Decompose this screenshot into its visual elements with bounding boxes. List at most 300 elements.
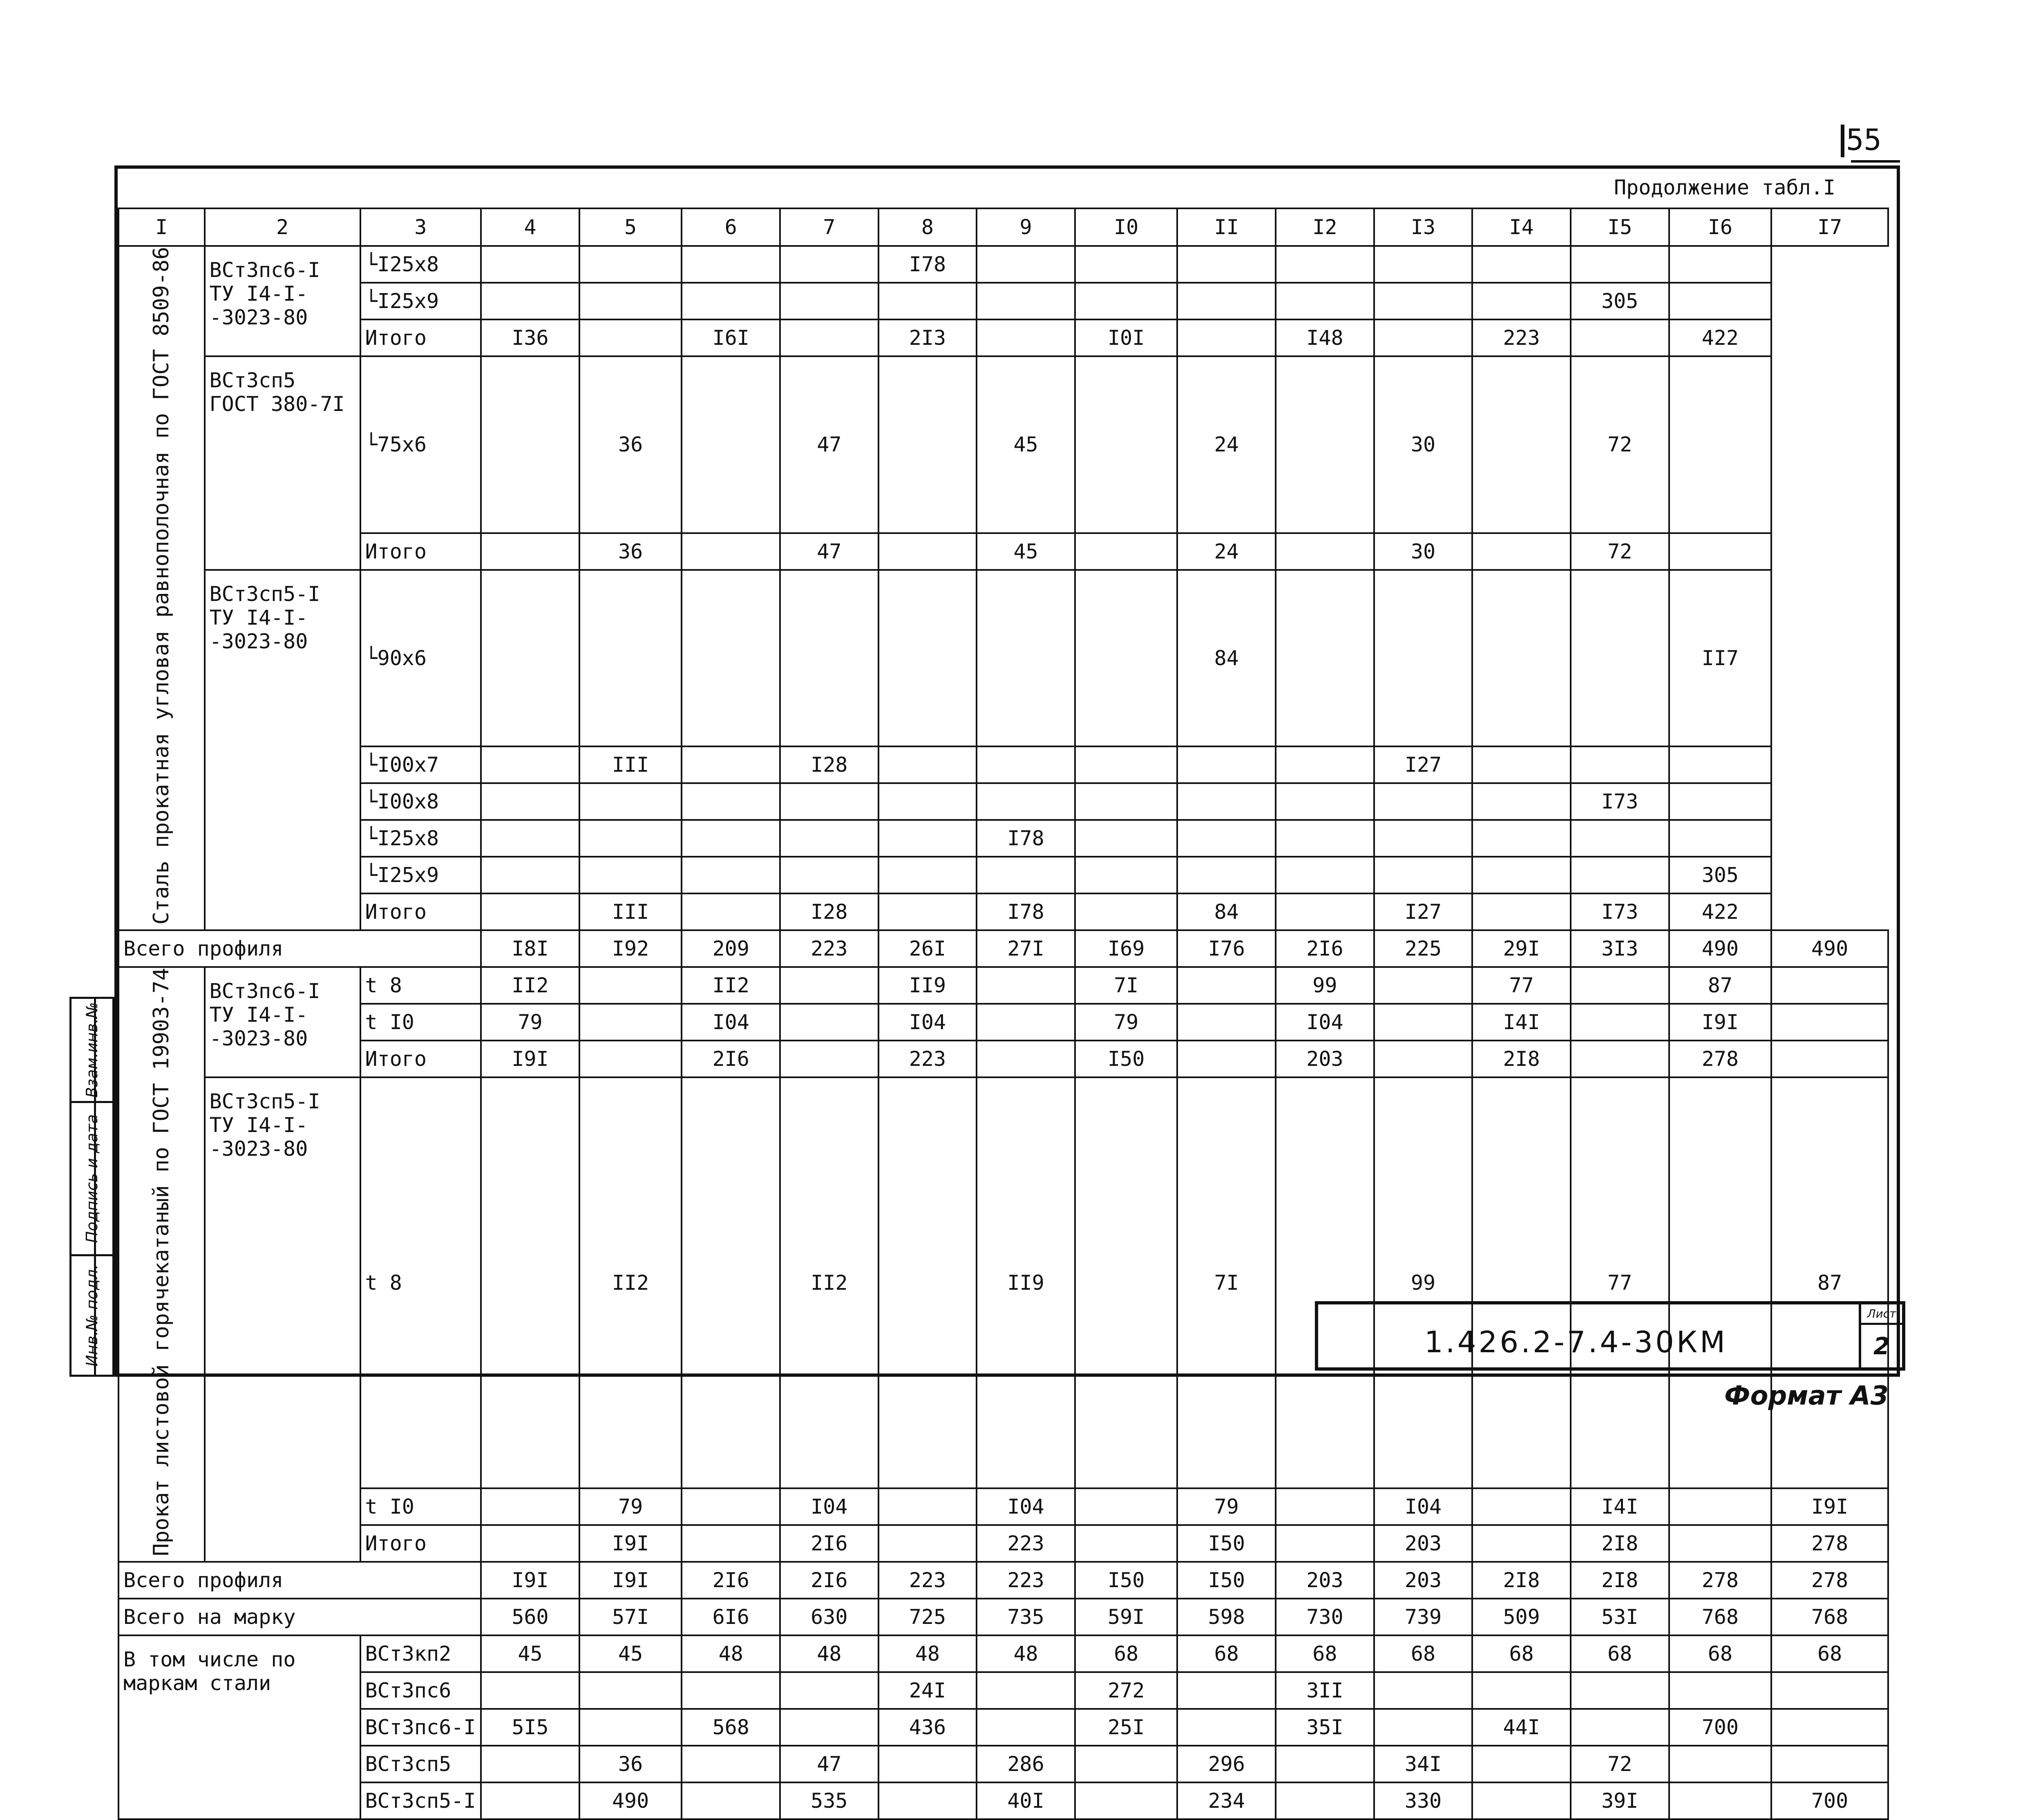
- table-row: [118, 319, 1888, 356]
- value-cell: [1472, 1782, 1571, 1819]
- value-cell: 59I: [1075, 1599, 1178, 1635]
- value-cell: [1669, 1525, 1772, 1562]
- total-row: [118, 930, 1888, 967]
- value-cell: 34I: [1374, 1746, 1473, 1782]
- profile-cell: Итого: [360, 1041, 481, 1077]
- value-cell: [1472, 283, 1571, 319]
- value-cell: [579, 319, 682, 356]
- profile-cell: Итого: [360, 533, 481, 570]
- value-cell: 30: [1374, 533, 1473, 570]
- value-cell: [579, 820, 682, 857]
- value-cell: 68: [1177, 1635, 1276, 1672]
- value-cell: 203: [1276, 1562, 1374, 1599]
- column-header: 8: [878, 208, 977, 246]
- value-cell: [1472, 893, 1571, 930]
- value-cell: [682, 570, 780, 747]
- value-cell: 48: [682, 1635, 780, 1672]
- value-cell: 278: [1771, 1562, 1888, 1599]
- profile-cell: └I25x8: [360, 820, 481, 857]
- value-cell: [682, 893, 780, 930]
- value-cell: [977, 857, 1075, 893]
- value-cell: 47: [780, 1746, 878, 1782]
- column-header: I4: [1472, 208, 1571, 246]
- value-cell: [780, 246, 878, 283]
- value-cell: [481, 746, 579, 783]
- steel-grade-label: ВСт3сп5-I ТУ I4-I- -3023-80: [205, 570, 360, 931]
- value-cell: 53I: [1571, 1599, 1669, 1635]
- value-cell: [780, 783, 878, 820]
- value-cell: [878, 356, 977, 533]
- title-block: [1315, 1301, 1905, 1371]
- value-cell: [481, 820, 579, 857]
- value-cell: [1177, 967, 1276, 1004]
- value-cell: 278: [1669, 1562, 1772, 1599]
- value-cell: [579, 1004, 682, 1041]
- value-cell: 2I6: [682, 1041, 780, 1077]
- value-cell: [1571, 319, 1669, 356]
- value-cell: [1472, 1746, 1571, 1782]
- value-cell: 223: [1472, 319, 1571, 356]
- value-cell: 768: [1669, 1599, 1772, 1635]
- value-cell: 735: [977, 1599, 1075, 1635]
- value-cell: [1374, 820, 1473, 857]
- value-cell: [1771, 1672, 1888, 1709]
- side-cell-signature-date: Подпись и дата: [69, 1101, 114, 1256]
- value-cell: [878, 783, 977, 820]
- value-cell: [1177, 1709, 1276, 1746]
- profile-cell: └I00x8: [360, 783, 481, 820]
- value-cell: [1276, 783, 1374, 820]
- total-label: Всего на марку: [118, 1599, 481, 1635]
- value-cell: II7: [1669, 570, 1772, 747]
- table-row: [118, 570, 1888, 747]
- value-cell: 79: [1177, 1488, 1276, 1525]
- value-cell: [1571, 1709, 1669, 1746]
- value-cell: I9I: [481, 1041, 579, 1077]
- value-cell: 305: [1571, 283, 1669, 319]
- group-sheet-steel: [118, 967, 205, 1562]
- value-cell: I27: [1374, 746, 1473, 783]
- document-code: 1.426.2-7.4-30КМ: [1424, 1325, 1728, 1359]
- value-cell: 36: [579, 1746, 682, 1782]
- value-cell: [1771, 1709, 1888, 1746]
- value-cell: [1075, 1488, 1178, 1525]
- profile-cell: └I25x9: [360, 857, 481, 893]
- profile-cell: └I00x7: [360, 746, 481, 783]
- value-cell: [1571, 967, 1669, 1004]
- value-cell: [780, 1004, 878, 1041]
- value-cell: [977, 246, 1075, 283]
- value-cell: 24: [1177, 356, 1276, 533]
- value-cell: [878, 1525, 977, 1562]
- group-angle-steel-text: Сталь прокатная угловая равнополочная по ГОСТ 8509-86: [149, 247, 174, 925]
- page-number-rule: [1851, 160, 1900, 163]
- value-cell: [1472, 857, 1571, 893]
- value-cell: [682, 356, 780, 533]
- value-cell: [1075, 356, 1178, 533]
- steel-grade-label: ВСт3сп5-I ТУ I4-I- -3023-80: [205, 1077, 360, 1562]
- value-cell: [878, 283, 977, 319]
- value-cell: [1075, 857, 1178, 893]
- value-cell: I69: [1075, 930, 1178, 967]
- value-cell: [1669, 246, 1772, 283]
- value-cell: 79: [481, 1004, 579, 1041]
- value-cell: 490: [1669, 930, 1772, 967]
- value-cell: I04: [682, 1004, 780, 1041]
- value-cell: 209: [682, 930, 780, 967]
- value-cell: 2I8: [1571, 1562, 1669, 1599]
- value-cell: 535: [780, 1782, 878, 1819]
- value-cell: [1571, 570, 1669, 747]
- grade-name-cell: ВСт3сп5-I: [360, 1782, 481, 1819]
- value-cell: [682, 783, 780, 820]
- value-cell: I04: [878, 1004, 977, 1041]
- value-cell: 44I: [1472, 1709, 1571, 1746]
- header-row: [118, 208, 1888, 246]
- value-cell: [1374, 1709, 1473, 1746]
- value-cell: [977, 1004, 1075, 1041]
- value-cell: II2: [682, 967, 780, 1004]
- steel-grade-label: ВСт3пс6-I ТУ I4-I- -3023-80: [205, 246, 360, 356]
- value-cell: [1374, 246, 1473, 283]
- side-stamp: [69, 997, 114, 1377]
- column-header: 3: [360, 208, 481, 246]
- value-cell: [1669, 533, 1772, 570]
- value-cell: 87: [1669, 967, 1772, 1004]
- value-cell: I04: [1276, 1004, 1374, 1041]
- value-cell: [682, 1746, 780, 1782]
- value-cell: [1472, 746, 1571, 783]
- value-cell: 2I6: [780, 1525, 878, 1562]
- value-cell: [682, 1077, 780, 1488]
- value-cell: 77: [1472, 967, 1571, 1004]
- value-cell: [878, 820, 977, 857]
- value-cell: [1177, 783, 1276, 820]
- value-cell: 45: [579, 1635, 682, 1672]
- value-cell: [1276, 533, 1374, 570]
- table-row: [118, 1488, 1888, 1525]
- value-cell: [481, 246, 579, 283]
- value-cell: [1669, 820, 1772, 857]
- value-cell: [1571, 820, 1669, 857]
- value-cell: I9I: [1771, 1488, 1888, 1525]
- value-cell: [579, 246, 682, 283]
- value-cell: 2I6: [780, 1562, 878, 1599]
- value-cell: [1472, 783, 1571, 820]
- value-cell: I36: [481, 319, 579, 356]
- profile-cell: Итого: [360, 893, 481, 930]
- value-cell: 598: [1177, 1599, 1276, 1635]
- value-cell: I0I: [1075, 319, 1178, 356]
- value-cell: I04: [1374, 1488, 1473, 1525]
- value-cell: 68: [1276, 1635, 1374, 1672]
- value-cell: [682, 1525, 780, 1562]
- table-row: [118, 533, 1888, 570]
- value-cell: 57I: [579, 1599, 682, 1635]
- value-cell: [682, 283, 780, 319]
- value-cell: [977, 967, 1075, 1004]
- value-cell: I27: [1374, 893, 1473, 930]
- value-cell: [579, 857, 682, 893]
- value-cell: 730: [1276, 1599, 1374, 1635]
- value-cell: [1177, 820, 1276, 857]
- value-cell: 223: [780, 930, 878, 967]
- table-row: [118, 893, 1888, 930]
- value-cell: I50: [1075, 1562, 1178, 1599]
- value-cell: [1276, 1488, 1374, 1525]
- value-cell: [1276, 1077, 1374, 1488]
- value-cell: 278: [1771, 1525, 1888, 1562]
- value-cell: [1571, 1041, 1669, 1077]
- value-cell: 68: [1669, 1635, 1772, 1672]
- profile-cell: Итого: [360, 1525, 481, 1562]
- value-cell: 2I6: [682, 1562, 780, 1599]
- value-cell: I8I: [481, 930, 579, 967]
- value-cell: I4I: [1571, 1488, 1669, 1525]
- value-cell: 223: [977, 1525, 1075, 1562]
- value-cell: 72: [1571, 1746, 1669, 1782]
- value-cell: 422: [1669, 893, 1772, 930]
- grade-name-cell: ВСт3кп2: [360, 1635, 481, 1672]
- value-cell: [977, 1041, 1075, 1077]
- value-cell: [1075, 246, 1178, 283]
- value-cell: [977, 746, 1075, 783]
- column-header: I6: [1669, 208, 1772, 246]
- value-cell: [682, 533, 780, 570]
- value-cell: [682, 820, 780, 857]
- value-cell: [1177, 319, 1276, 356]
- value-cell: 47: [780, 356, 878, 533]
- value-cell: [1472, 1077, 1571, 1488]
- value-cell: [682, 857, 780, 893]
- value-cell: 3II: [1276, 1672, 1374, 1709]
- value-cell: [1075, 570, 1178, 747]
- value-cell: [682, 1672, 780, 1709]
- value-cell: 286: [977, 1746, 1075, 1782]
- column-header: 9: [977, 208, 1075, 246]
- value-cell: [1472, 1488, 1571, 1525]
- value-cell: 630: [780, 1599, 878, 1635]
- value-cell: 223: [878, 1041, 977, 1077]
- value-cell: [878, 746, 977, 783]
- profile-cell: t I0: [360, 1488, 481, 1525]
- value-cell: [1472, 1525, 1571, 1562]
- value-cell: 509: [1472, 1599, 1571, 1635]
- value-cell: [1669, 356, 1772, 533]
- value-cell: [1177, 1672, 1276, 1709]
- value-cell: [977, 783, 1075, 820]
- value-cell: [1177, 1004, 1276, 1041]
- value-cell: [1276, 356, 1374, 533]
- grade-row: [118, 1635, 1888, 1672]
- value-cell: [481, 1488, 579, 1525]
- value-cell: [481, 893, 579, 930]
- material-table: [118, 208, 1889, 1820]
- grade-row: [118, 1746, 1888, 1782]
- value-cell: I28: [780, 746, 878, 783]
- value-cell: 30: [1374, 356, 1473, 533]
- value-cell: [1771, 1041, 1888, 1077]
- grade-row: [118, 1782, 1888, 1819]
- value-cell: I04: [977, 1488, 1075, 1525]
- value-cell: [780, 283, 878, 319]
- column-header: II: [1177, 208, 1276, 246]
- value-cell: [780, 1041, 878, 1077]
- value-cell: I9I: [1669, 1004, 1772, 1041]
- table-row: [118, 1525, 1888, 1562]
- value-cell: 3I3: [1571, 930, 1669, 967]
- value-cell: 296: [1177, 1746, 1276, 1782]
- value-cell: 700: [1771, 1782, 1888, 1819]
- value-cell: I78: [977, 893, 1075, 930]
- sheet-label: Лист: [1861, 1307, 1902, 1325]
- value-cell: 330: [1374, 1782, 1473, 1819]
- value-cell: 72: [1571, 533, 1669, 570]
- value-cell: [1669, 746, 1772, 783]
- value-cell: [1571, 1004, 1669, 1041]
- value-cell: [682, 1488, 780, 1525]
- value-cell: [1571, 246, 1669, 283]
- profile-cell: └90x6: [360, 570, 481, 747]
- value-cell: [878, 893, 977, 930]
- table-row: [118, 857, 1888, 893]
- value-cell: 739: [1374, 1599, 1473, 1635]
- table-row: [118, 1041, 1888, 1077]
- grade-name-cell: ВСт3пс6: [360, 1672, 481, 1709]
- column-header: 4: [481, 208, 579, 246]
- value-cell: I9I: [481, 1562, 579, 1599]
- value-cell: I78: [878, 246, 977, 283]
- steel-grade-label: ВСт3сп5 ГОСТ 380-7I: [205, 356, 360, 570]
- profile-cell: t 8: [360, 1077, 481, 1488]
- column-header: 7: [780, 208, 878, 246]
- value-cell: [1669, 1746, 1772, 1782]
- value-cell: [1472, 820, 1571, 857]
- value-cell: [1075, 1525, 1178, 1562]
- value-cell: I28: [780, 893, 878, 930]
- value-cell: 24I: [878, 1672, 977, 1709]
- value-cell: I50: [1177, 1562, 1276, 1599]
- value-cell: 24: [1177, 533, 1276, 570]
- value-cell: 203: [1276, 1041, 1374, 1077]
- value-cell: [1472, 246, 1571, 283]
- page-number: 55: [1846, 123, 1882, 157]
- value-cell: [1374, 1004, 1473, 1041]
- value-cell: [1075, 283, 1178, 319]
- value-cell: II9: [878, 967, 977, 1004]
- value-cell: III: [579, 746, 682, 783]
- value-cell: 6I6: [682, 1599, 780, 1635]
- value-cell: 39I: [1571, 1782, 1669, 1819]
- page-number-bar: [1841, 125, 1844, 157]
- grade-row: [118, 1672, 1888, 1709]
- value-cell: [1075, 783, 1178, 820]
- value-cell: [1374, 967, 1473, 1004]
- steel-grade-label: ВСт3пс6-I ТУ I4-I- -3023-80: [205, 967, 360, 1077]
- value-cell: [481, 356, 579, 533]
- value-cell: 560: [481, 1599, 579, 1635]
- column-header: 2: [205, 208, 360, 246]
- value-cell: 305: [1669, 857, 1772, 893]
- profile-cell: └I25x8: [360, 246, 481, 283]
- value-cell: [977, 283, 1075, 319]
- value-cell: [1075, 1746, 1178, 1782]
- value-cell: 272: [1075, 1672, 1178, 1709]
- value-cell: 40I: [977, 1782, 1075, 1819]
- value-cell: I76: [1177, 930, 1276, 967]
- value-cell: [1177, 857, 1276, 893]
- table-row: [118, 783, 1888, 820]
- total-row: [118, 1599, 1888, 1635]
- value-cell: 26I: [878, 930, 977, 967]
- value-cell: 48: [878, 1635, 977, 1672]
- value-cell: [481, 857, 579, 893]
- value-cell: 84: [1177, 893, 1276, 930]
- value-cell: [481, 1525, 579, 1562]
- value-cell: 223: [878, 1562, 977, 1599]
- value-cell: [1771, 967, 1888, 1004]
- value-cell: 99: [1276, 967, 1374, 1004]
- value-cell: I92: [579, 930, 682, 967]
- value-cell: 2I8: [1472, 1562, 1571, 1599]
- value-cell: [1771, 1746, 1888, 1782]
- column-header: I3: [1374, 208, 1473, 246]
- value-cell: [1276, 283, 1374, 319]
- value-cell: 72: [1571, 356, 1669, 533]
- value-cell: [682, 246, 780, 283]
- value-cell: [1276, 746, 1374, 783]
- value-cell: 223: [977, 1562, 1075, 1599]
- value-cell: [780, 820, 878, 857]
- value-cell: [1374, 857, 1473, 893]
- value-cell: [1669, 1077, 1772, 1488]
- value-cell: [1472, 356, 1571, 533]
- side-cell-replace-inv: Взам.инв.№: [69, 997, 114, 1103]
- value-cell: II2: [481, 967, 579, 1004]
- value-cell: [1374, 783, 1473, 820]
- value-cell: [579, 283, 682, 319]
- table-row: [118, 820, 1888, 857]
- value-cell: [579, 1709, 682, 1746]
- sheet-number: 2: [1873, 1332, 1890, 1360]
- value-cell: 2I8: [1571, 1525, 1669, 1562]
- value-cell: [1472, 1672, 1571, 1709]
- value-cell: [1571, 857, 1669, 893]
- value-cell: [481, 533, 579, 570]
- side-cell-original-inv: Инв.№ подл.: [69, 1254, 114, 1377]
- value-cell: 47: [780, 533, 878, 570]
- value-cell: [1177, 283, 1276, 319]
- value-cell: I04: [780, 1488, 878, 1525]
- value-cell: 48: [780, 1635, 878, 1672]
- value-cell: 2I3: [878, 319, 977, 356]
- value-cell: [1472, 533, 1571, 570]
- value-cell: I9I: [579, 1562, 682, 1599]
- format-label: Формат А3: [1724, 1381, 1889, 1411]
- value-cell: I9I: [579, 1525, 682, 1562]
- value-cell: II9: [977, 1077, 1075, 1488]
- value-cell: 422: [1669, 319, 1772, 356]
- value-cell: 490: [1771, 930, 1888, 967]
- value-cell: 2I6: [1276, 930, 1374, 967]
- total-label: Всего профиля: [118, 930, 481, 967]
- value-cell: 45: [977, 356, 1075, 533]
- value-cell: [1669, 283, 1772, 319]
- value-cell: [682, 1782, 780, 1819]
- total-label: Всего профиля: [118, 1562, 481, 1599]
- value-cell: [481, 1672, 579, 1709]
- table-row: [118, 967, 1888, 1004]
